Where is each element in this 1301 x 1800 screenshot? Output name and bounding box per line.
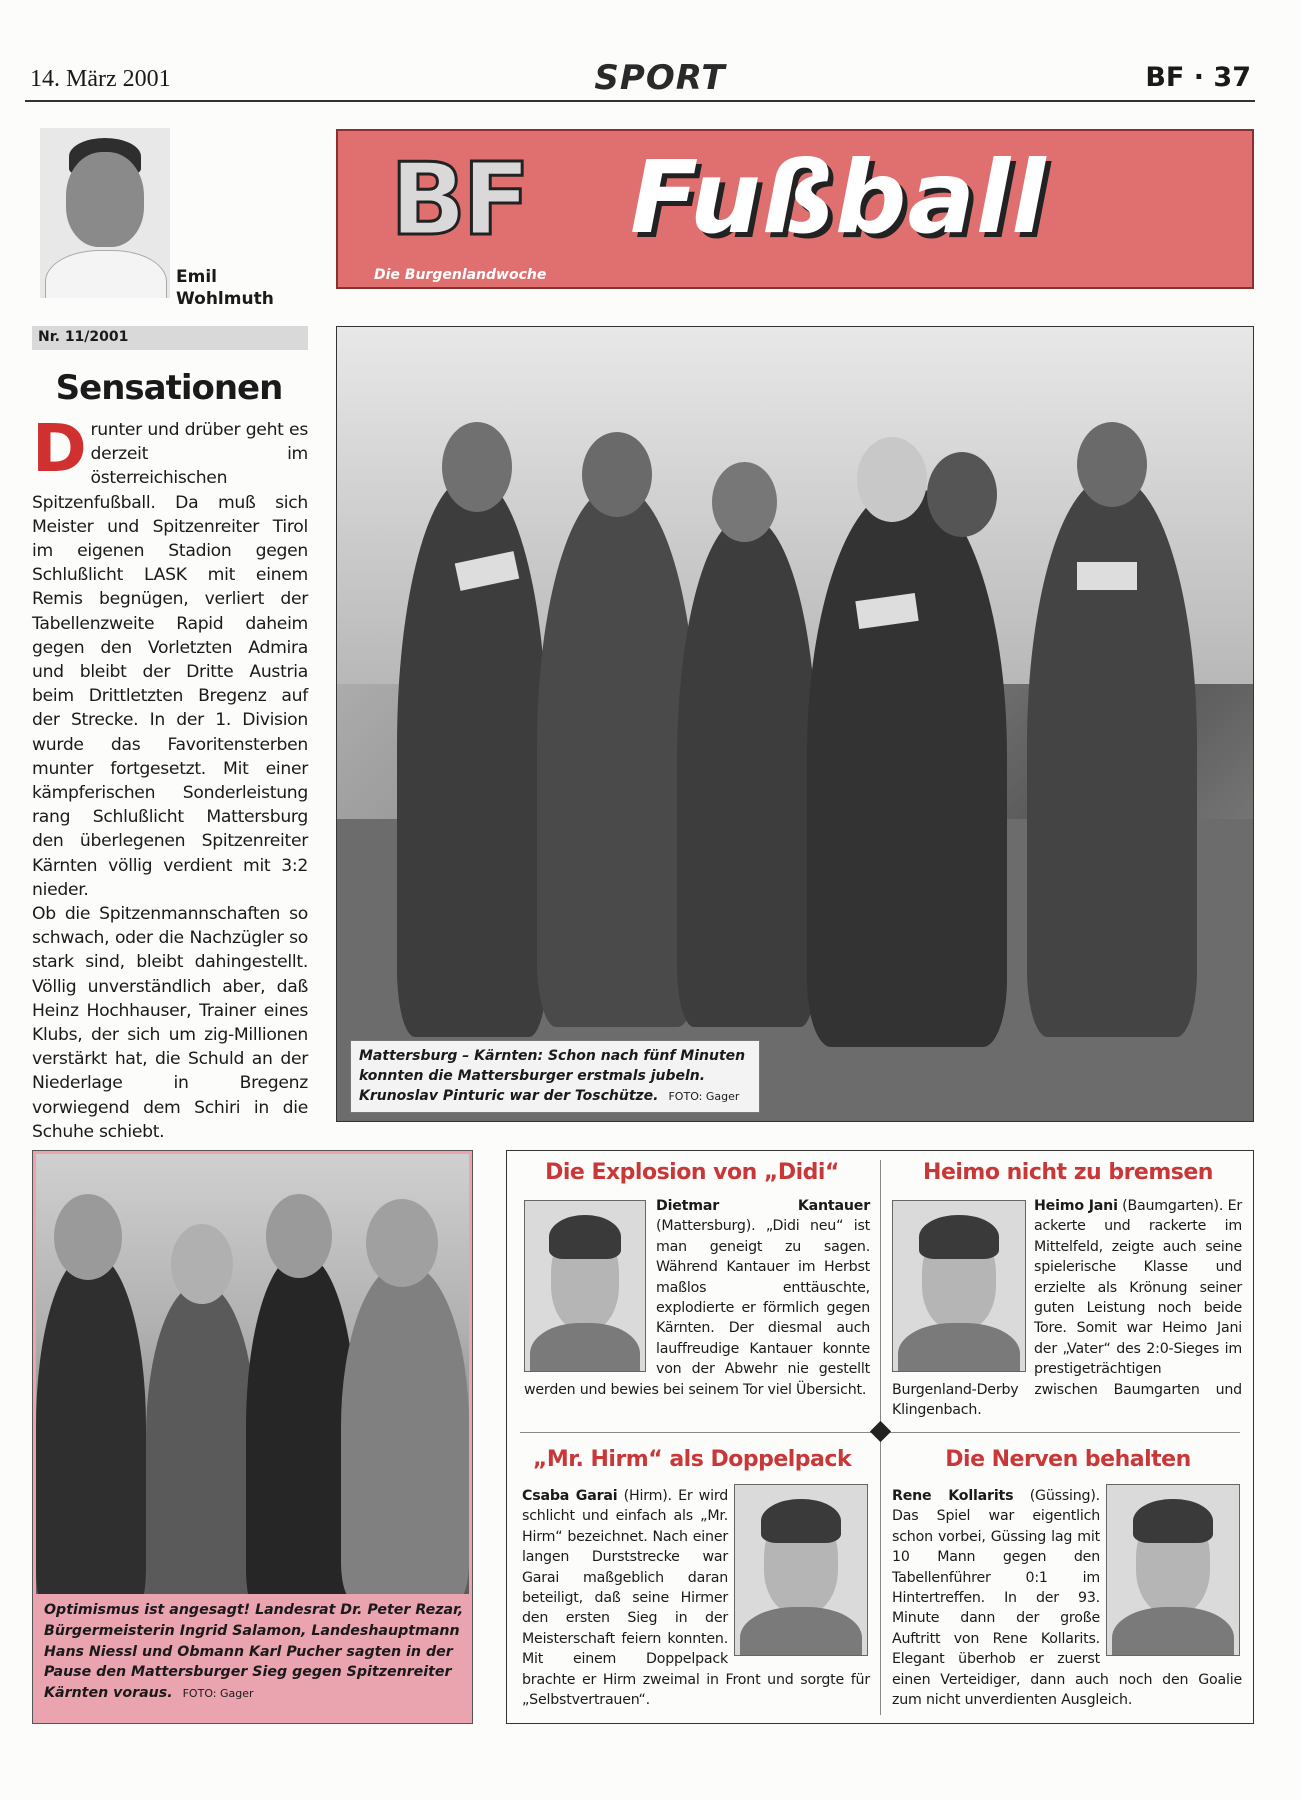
main-match-photo xyxy=(336,326,1254,1122)
box-3-body: (Hirm). Er wird schlicht und einfach als „Mr. Hirm“ bezeichnet. Nach einer langen Durststrecke war Garai maßgeblich daran beteiligt, daß seine Hirmer den ersten Sieg in der Meisterschaft feiern konnten. Mit einem Doppelpack brachte er Hirm zweimal in Front und sorgte für „Selbstvertrauen“. xyxy=(522,1488,870,1709)
author-first-name: Emil xyxy=(176,267,217,287)
commentary-headline: Sensationen xyxy=(55,368,283,408)
box-4-body: (Güssing). Das Spiel war eigentlich schon vorbei, Güssing lag mit 10 Mann gegen den Tabellenführer 0:1 im Hintertreffen. In der 93. Minute dann der große Auftritt von Rene Kollarits. Elegant überhob er zuerst einen Verteidiger, dann auch noch den Goalie zum nicht unverdienten Ausgleich. xyxy=(892,1488,1242,1709)
masthead-title: Fußball xyxy=(630,139,1047,256)
box-4-title: Die Nerven behalten xyxy=(945,1447,1191,1472)
team-photo-caption xyxy=(44,1600,464,1705)
main-photo-caption xyxy=(350,1040,760,1113)
box-2-text xyxy=(892,1196,1242,1420)
author-photo xyxy=(40,128,170,298)
team-photo-credit: FOTO: Gager xyxy=(182,1687,254,1701)
drop-cap: D xyxy=(32,410,87,487)
author-last-name: Wohlmuth xyxy=(176,289,274,309)
commentary-body-2: Ob die Spitzenmannschaften so schwach, oder die Nachzügler so stark sind, bleibt dahingestellt. Völlig unverständlich aber, daß Heinz Hochhauser, Trainer eines Klubs, der sich um zig-Millionen verstärkt hat, die Schuld an der Niederlage in Bregenz vorwiegend dem Schiri in die Schuhe schiebt. xyxy=(32,904,308,1142)
box-2-name: Heimo Jani xyxy=(1034,1198,1118,1214)
main-photo-credit: FOTO: Gager xyxy=(668,1090,740,1103)
box-2-title: Heimo nicht zu bremsen xyxy=(923,1160,1213,1185)
section-title: SPORT xyxy=(594,58,726,98)
masthead-tagline: Die Burgenlandwoche xyxy=(374,267,547,283)
box-1-name: Dietmar Kantauer xyxy=(656,1198,870,1214)
team-caption-text: Optimismus ist angesagt! Landesrat Dr. Peter Rezar, Bürgermeisterin Ingrid Salamon, Landeshauptmann Hans Niessl und Obmann Karl Pucher sagten in der Pause den Mattersburger Sieg gegen Spitzenreiter Kärnten voraus. xyxy=(44,1602,464,1702)
author-name xyxy=(176,266,274,310)
box-3-title: „Mr. Hirm“ als Doppelpack xyxy=(532,1447,852,1472)
commentary-body: runter und drüber geht es derzeit im österreichischen Spitzenfußball. Da muß sich Meister und Spitzenreiter Tirol im eigenen Stadion gegen Schlußlicht LASK mit einem Remis begnügen, verliert der Tabellenzweite Rapid daheim gegen den Vorletzten Admira und bleibt der Dritte Austria beim Drittletzten Bregenz auf der Strecke. In der 1. Division wurde das Favoritensterben munter fortgesetzt. Mit einer kämpferischen Sonderleistung rang Schlußlicht Mattersburg den überlegenen Spitzenreiter Kärnten völlig verdient mit 3:2 nieder. xyxy=(32,420,308,900)
box-2-body: (Baumgarten). Er ackerte und rackerte im Mittelfeld, zeigte auch seine spielerische Klasse und erzielte als Krönung seiner guten Leistung noch beide Tore. Somit war Heimo Jani der „Vater“ des 2:0-Sieges im prestigeträchtigen Burgenland-Derby zwischen Baumgarten und Klingenbach. xyxy=(892,1198,1242,1419)
main-caption-text: Mattersburg – Kärnten: Schon nach fünf Minuten konnten die Mattersburger erstmals jubeln. Krunoslav Pinturic war der Toschütze. xyxy=(359,1048,746,1104)
box-1-body: (Mattersburg). „Didi neu“ ist man geneigt zu sagen. Während Kantauer im Herbst maßlos enttäuschte, explodierte er förmlich gegen Kärnten. Der diesmal auch lauffreudige Kantauer konnte von der Abwehr nie gestellt werden und bewies bei seinem Tor viel Übersicht. xyxy=(524,1218,870,1398)
page-number: BF · 37 xyxy=(1145,62,1251,93)
box-1-text xyxy=(524,1196,870,1400)
box-3-name: Csaba Garai xyxy=(522,1488,618,1504)
box-4-text xyxy=(892,1486,1242,1710)
issue-number: Nr. 11/2001 xyxy=(32,326,308,350)
header-rule xyxy=(25,100,1255,102)
officials-photo xyxy=(36,1154,469,1594)
box-3-text xyxy=(522,1486,870,1710)
bf-logo: BF xyxy=(390,141,527,258)
box-4-name: Rene Kollarits xyxy=(892,1488,1014,1504)
issue-date: 14. März 2001 xyxy=(30,66,171,92)
box-1-title: Die Explosion von „Didi“ xyxy=(545,1160,839,1185)
commentary-text xyxy=(32,410,308,1144)
